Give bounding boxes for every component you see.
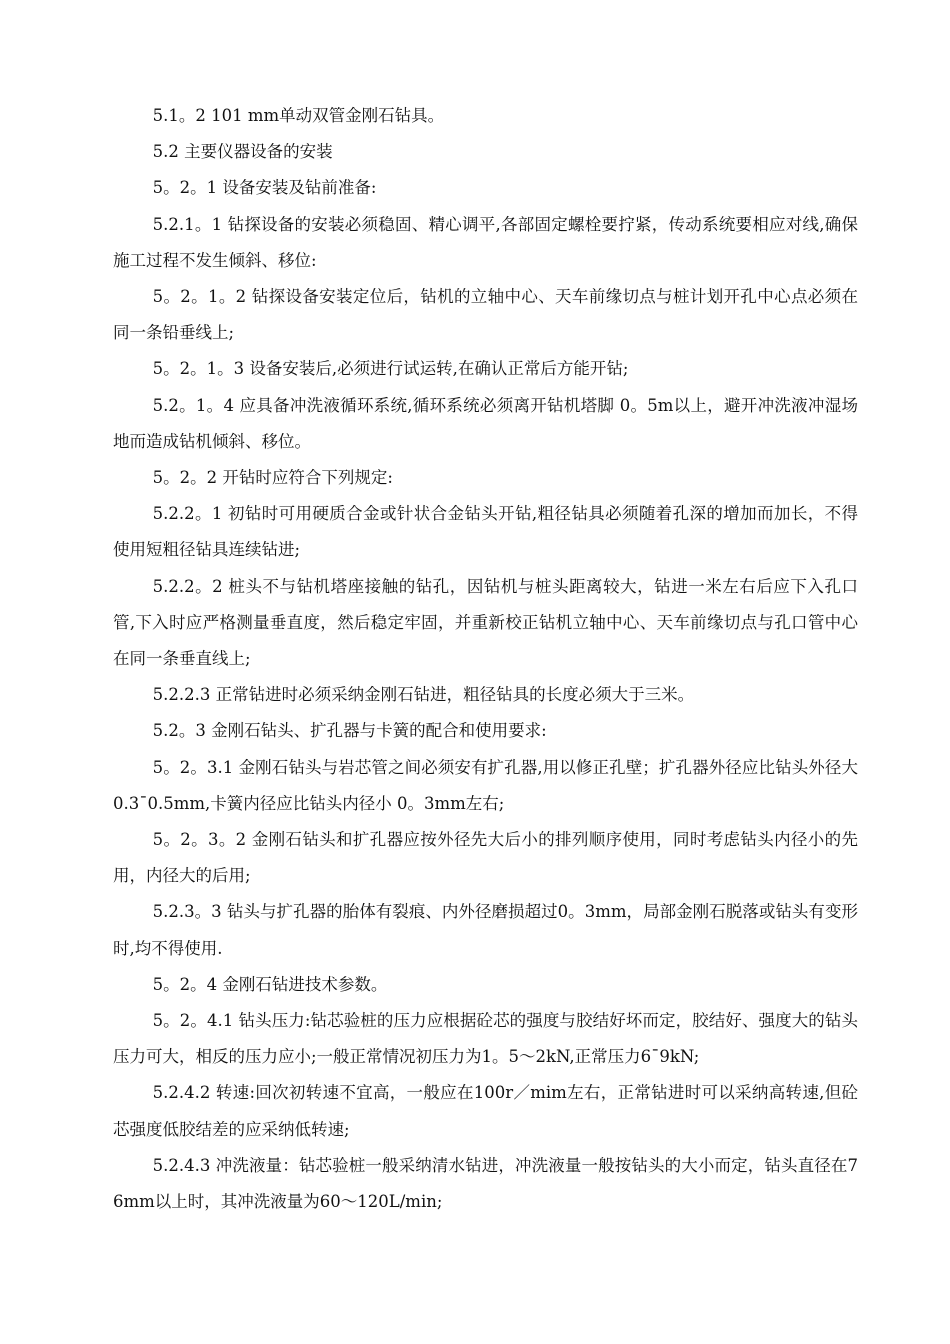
paragraph: 5.2.2。1 初钻时可用硬质合金或针状合金钻头开钻,粗径钻具必须随着孔深的增加而加长，不得使用短粗径钻具连续钻进; [113, 504, 858, 560]
paragraph: 5。2。4.1 钻头压力:钻芯验桩的压力应根据砼芯的强度与胶结好坏而定，胶结好、强度大的钻头压力可大，相反的压力应小;一般正常情况初压力为1。5～2kN,正常压力6¯9kN; [113, 1011, 858, 1067]
subsection-heading: 5。2。1 设备安装及钻前准备: [152, 178, 377, 198]
paragraph: 5。2。3.1 金刚石钻头与岩芯管之间必须安有扩孔器,用以修正孔壁；扩孔器外径应比钻头外径大 0.3¯0.5mm,卡簧内径应比钻头内径小 0。3mm左右; [113, 757, 858, 813]
paragraph: 5.1。2 101 mm单动双管金刚石钻具。 [152, 106, 445, 125]
paragraph: 5.2.3。3 钻头与扩孔器的胎体有裂痕、内外径磨损超过0。3mm，局部金刚石脱落或钻头有变形时,均不得使用. [113, 902, 858, 958]
paragraph: 5.2.2。2 桩头不与钻机塔座接触的钻孔，因钻机与桩头距离较大，钻进一米左右后应下入孔口管,下入时应严格测量垂直度，然后稳定牢固，并重新校正钻机立轴中心、天车前缘切点与孔口管中心在同一条垂直线上; [113, 576, 858, 669]
paragraph: 5。2。1。2 钻探设备安装定位后，钻机的立轴中心、天车前缘切点与桩计划开孔中心点必须在同一条铅垂线上; [113, 287, 858, 343]
paragraph: 5。2。3。2 金刚石钻头和扩孔器应按外径先大后小的排列顺序使用，同时考虑钻头内径小的先用，内径大的后用; [113, 830, 858, 886]
subsection-heading: 5.2。3 金刚石钻头、扩孔器与卡簧的配合和使用要求: [152, 721, 547, 741]
section-heading: 5.2 主要仪器设备的安装 [152, 142, 333, 162]
paragraph: 5。2。1。3 设备安装后,必须进行试运转,在确认正常后方能开钻; [152, 359, 629, 379]
paragraph: 5.2.4.2 转速:回次初转速不宜高，一般应在100r／mim左右，正常钻进时可以采纳高转速,但砼芯强度低胶结差的应采纳低转速; [113, 1083, 858, 1139]
subsection-heading: 5。2。4 金刚石钻进技术参数。 [152, 974, 388, 994]
subsection-heading: 5。2。2 开钻时应符合下列规定: [152, 468, 393, 488]
paragraph: 5.2.2.3 正常钻进时必须采纳金刚石钻进，粗径钻具的长度必须大于三米。 [152, 685, 695, 705]
document-body [113, 98, 858, 1220]
paragraph: 5.2.4.3 冲洗液量：钻芯验桩一般采纳清水钻进，冲洗液量一般按钻头的大小而定，钻头直径在76mm以上时，其冲洗液量为60～120L/min; [113, 1155, 858, 1212]
paragraph: 5.2。1。4 应具备冲洗液循环系统,循环系统必须离开钻机塔脚 0。5m以上，避开冲洗液冲湿场地而造成钻机倾斜、移位。 [113, 395, 858, 451]
paragraph: 5.2.1。1 钻探设备的安装必须稳固、精心调平,各部固定螺栓要拧紧，传动系统要相应对线,确保施工过程不发生倾斜、移位: [113, 214, 858, 270]
